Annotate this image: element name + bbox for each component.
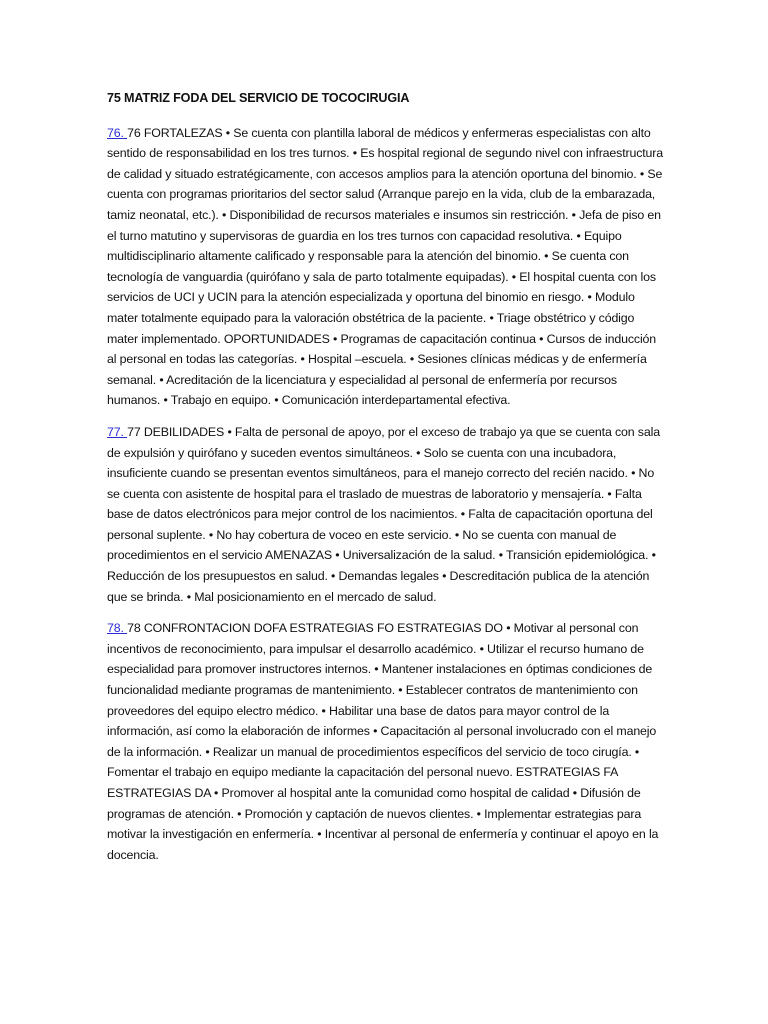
page-link-78[interactable]: 78. bbox=[107, 621, 128, 636]
paragraph-fortalezas bbox=[107, 123, 663, 411]
paragraph-text: 78 CONFRONTACION DOFA ESTRATEGIAS FO ESTRATEGIAS DO • Motivar al personal con incentivos de reconocimiento, para impulsar el desarrollo académico. • Utilizar el recurso humano de especialidad para promover instructores internos. • Mantener instalaciones en óptimas condiciones de funcionalidad mediante programas de mantenimiento. • Establecer contratos de mantenimiento con proveedores del equipo electro médico. • Habilitar una base de datos para mayor control de la información, así como la elaboración de informes • Capacitación al personal involucrado con el manejo de la información. • Realizar un manual de procedimientos específicos del servicio de toco cirugía. • Fomentar el trabajo en equipo mediante la capacitación del personal nuevo. ESTRATEGIAS FA ESTRATEGIAS DA • Promover al hospital ante la comunidad como hospital de calidad • Difusión de programas de atención. • Promoción y captación de nuevos clientes. • Implementar estrategias para motivar la investigación en enfermería. • Incentivar al personal de enfermería y continuar el apoyo en la docencia. bbox=[107, 621, 659, 862]
document-title: 75 MATRIZ FODA DEL SERVICIO DE TOCOCIRUGIA bbox=[107, 91, 410, 105]
page-link-76[interactable]: 76. bbox=[107, 125, 128, 140]
page-link-77[interactable]: 77. bbox=[107, 424, 128, 439]
paragraph-text: 76 FORTALEZAS • Se cuenta con plantilla laboral de médicos y enfermeras especialistas con alto sentido de responsabilidad en los tres turnos. • Es hospital regional de segundo nivel con infraestructura de calidad y situado estratégicamente, con accesos amplios para la atención oportuna del binomio. • Se cuenta con programas prioritarios del sector salud (Arranque parejo en la vida, club de la embarazada, tamiz neonatal, etc.). • Disponibilidad de recursos materiales e insumos sin restricción. • Jefa de piso en el turno matutino y supervisoras de guardia en los tres turnos con capacidad resolutiva. • Equipo multidisciplinario altamente calificado y responsable para la atención del binomio. • Se cuenta con tecnología de vanguardia (quirófano y sala de parto totalmente equipadas). • El hospital cuenta con los servicios de UCI y UCIN para la atención especializada y oportuna del binomio en riesgo. • Modulo mater totalmente equipado para la valoración obstétrica de la paciente. • Triage obstétrico y código mater implementado. OPORTUNIDADES • Programas de capacitación continua • Cursos de inducción al personal en todas las categorías. • Hospital –escuela. • Sesiones clínicas médicas y de enfermería semanal. • Acreditación de la licenciatura y especialidad al personal de enfermería por recursos humanos. • Trabajo en equipo. • Comunicación interdepartamental efectiva. bbox=[107, 125, 663, 408]
paragraph-confrontacion bbox=[107, 618, 663, 865]
paragraph-text: 77 DEBILIDADES • Falta de personal de apoyo, por el exceso de trabajo ya que se cuenta con sala de expulsión y quirófano y suceden eventos simultáneos. • Solo se cuenta con una incubadora, insuficiente cuando se presentan eventos simultáneos, para el manejo correcto del recién nacido. • No se cuenta con asistente de hospital para el traslado de muestras de laboratorio y mensajería. • Falta base de datos electrónicos para mejor control de los nacimientos. • Falta de capacitación oportuna del personal suplente. • No hay cobertura de voceo en este servicio. • No se cuenta con manual de procedimientos en el servicio AMENAZAS • Universalización de la salud. • Transición epidemiológica. • Reducción de los presupuestos en salud. • Demandas legales • Descreditación publica de la atención que se brinda. • Mal posicionamiento en el mercado de salud. bbox=[107, 424, 660, 604]
paragraph-debilidades bbox=[107, 422, 663, 607]
document-page bbox=[107, 88, 663, 876]
